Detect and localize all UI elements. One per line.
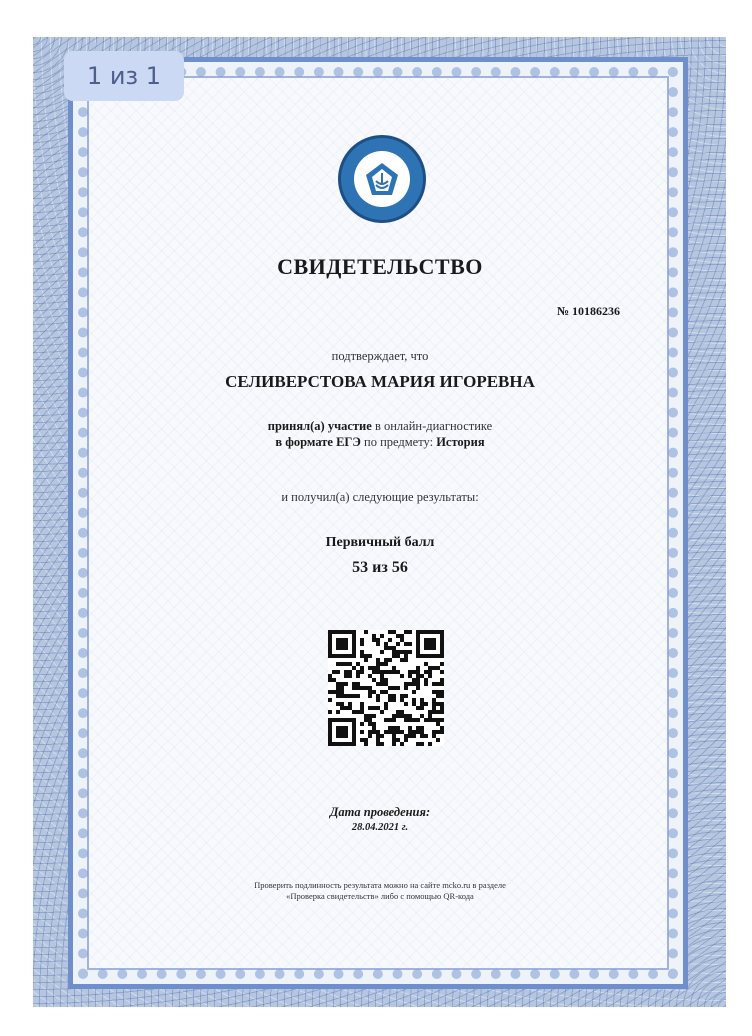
date-label: Дата проведения: (329, 805, 431, 819)
participation-text-2: в онлайн-диагностике (371, 419, 493, 433)
certificate-number: № 10186236 (556, 304, 620, 318)
confirms-text: подтверждает, что (331, 349, 429, 363)
participation-bold-2: в формате ЕГЭ (275, 435, 361, 449)
score-label: Первичный балл (325, 535, 435, 550)
results-intro: и получил(а) следующие результаты: (281, 490, 479, 504)
participation-text (160, 418, 600, 450)
score-value: 53 из 56 (352, 559, 408, 576)
footnote-line-1: Проверить подлинность результата можно на сайте mcko.ru в разделе (254, 880, 506, 890)
subject-name: История (436, 435, 485, 449)
participation-bold-1: принял(а) участие (267, 419, 372, 433)
page-counter: 1 из 1 (64, 51, 184, 101)
footnote-line-2: «Проверка свидетельств» либо с помощью QR-кода (286, 891, 474, 901)
participant-name: СЕЛИВЕРСТОВА МАРИЯ ИГОРЕВНА (225, 372, 535, 391)
qr-code-icon[interactable] (328, 630, 444, 746)
participation-text-4: по предмету: (360, 435, 437, 449)
certificate-title: СВИДЕТЕЛЬСТВО (277, 254, 483, 279)
verification-footnote (160, 880, 600, 902)
mcko-logo-icon (338, 135, 426, 223)
date-value: 28.04.2021 г. (351, 822, 409, 833)
